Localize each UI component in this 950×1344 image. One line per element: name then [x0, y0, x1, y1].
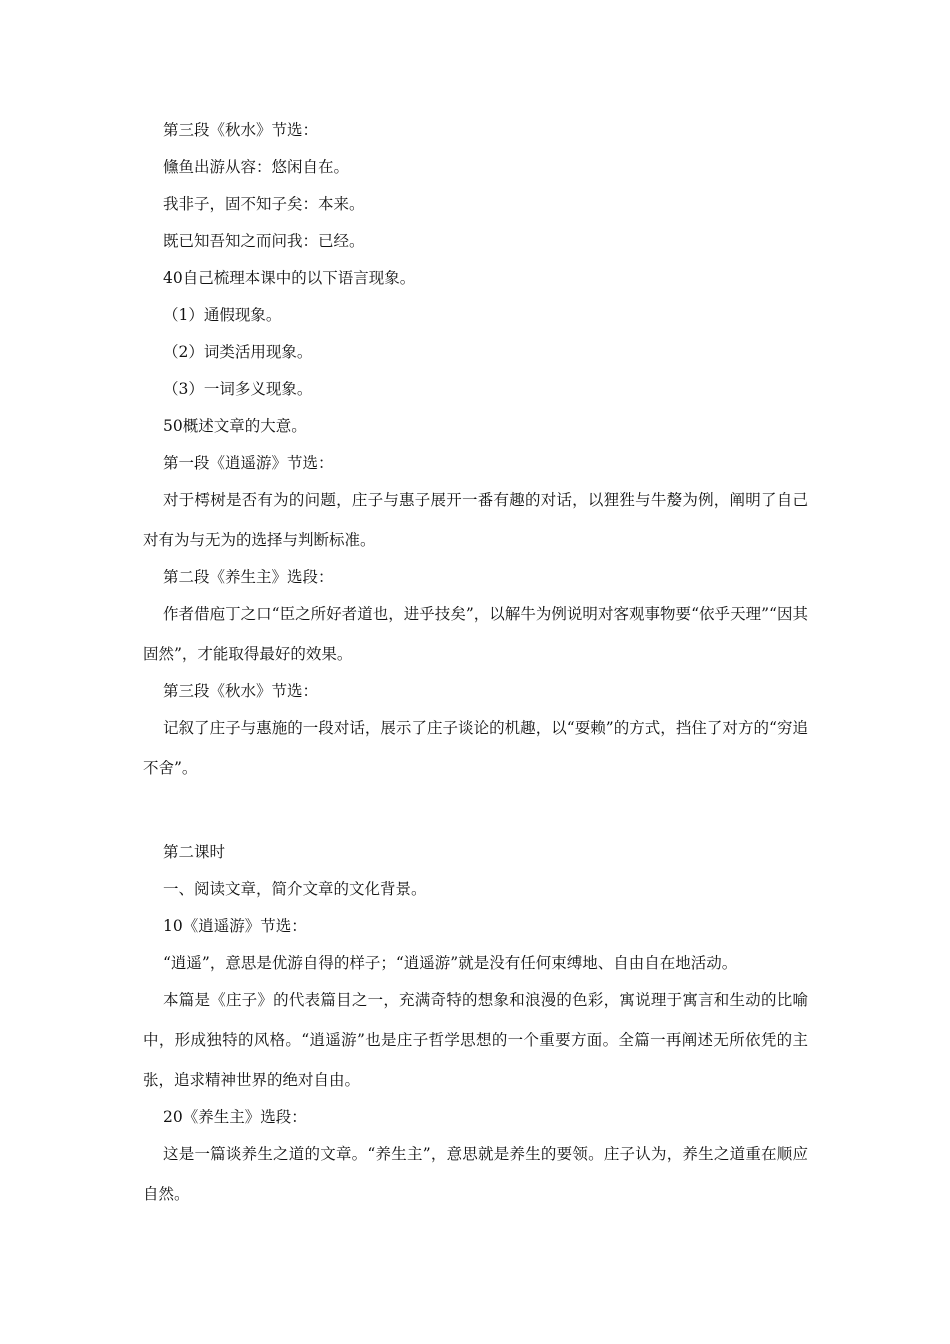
document-body [143, 120, 808, 1221]
section-heading-yangshengzhu: 20《养生主》选段： [163, 1108, 307, 1126]
section-heading-xiaoyaoyou: 第一段《逍遥游》节选： [163, 454, 334, 472]
lesson-heading: 第二课时 [163, 843, 226, 861]
summary-paragraph: 作者借庖丁之口“臣之所好者道也，进乎技矣”，以解牛为例说明对客观事物要“依乎天理”“因其固然”，才能取得最好的效果。 [143, 605, 808, 663]
background-paragraph: “逍遥”，意思是优游自得的样子；“逍遥游”就是没有任何束缚地、自由自在地活动。 [163, 954, 738, 972]
background-paragraph: 这是一篇谈养生之道的文章。“养生主”，意思就是养生的要领。庄子认为，养生之道重在顺应自然。 [143, 1145, 808, 1203]
section-heading-yangshengzhu: 第二段《养生主》选段： [163, 568, 334, 586]
section-heading-qiushui: 第三段《秋水》节选： [163, 682, 319, 700]
task-item: 50概述文章的大意。 [163, 417, 307, 435]
annotation-line: 我非子，固不知子矣：本来。 [163, 195, 365, 213]
task-item: 40自己梳理本课中的以下语言现象。 [163, 269, 416, 287]
summary-paragraph: 对于樗树是否有为的问题，庄子与惠子展开一番有趣的对话，以狸狌与牛嫠为例，阐明了自己对有为与无为的选择与判断标准。 [143, 491, 808, 549]
section-heading-qiushui: 第三段《秋水》节选： [163, 121, 319, 139]
summary-paragraph: 记叙了庄子与惠施的一段对话，展示了庄子谈论的机趣，以“耍赖”的方式，挡住了对方的“穷追不舍”。 [143, 719, 808, 777]
annotation-line: 既已知吾知之而问我：已经。 [163, 232, 365, 250]
section-heading-xiaoyaoyou: 10《逍遥游》节选： [163, 917, 307, 935]
sub-item: （1）通假现象。 [163, 306, 282, 324]
annotation-line: 儵鱼出游从容：悠闲自在。 [163, 158, 350, 176]
sub-item: （3）一词多义现象。 [163, 380, 313, 398]
sub-item: （2）词类活用现象。 [163, 343, 313, 361]
task-item: 一、阅读文章，简介文章的文化背景。 [163, 880, 427, 898]
background-paragraph: 本篇是《庄子》的代表篇目之一，充满奇特的想象和浪漫的色彩，寓说理于寓言和生动的比喻中，形成独特的风格。“逍遥游”也是庄子哲学思想的一个重要方面。全篇一再阐述无所依凭的主张，追求精神世界的绝对自由。 [143, 991, 808, 1089]
